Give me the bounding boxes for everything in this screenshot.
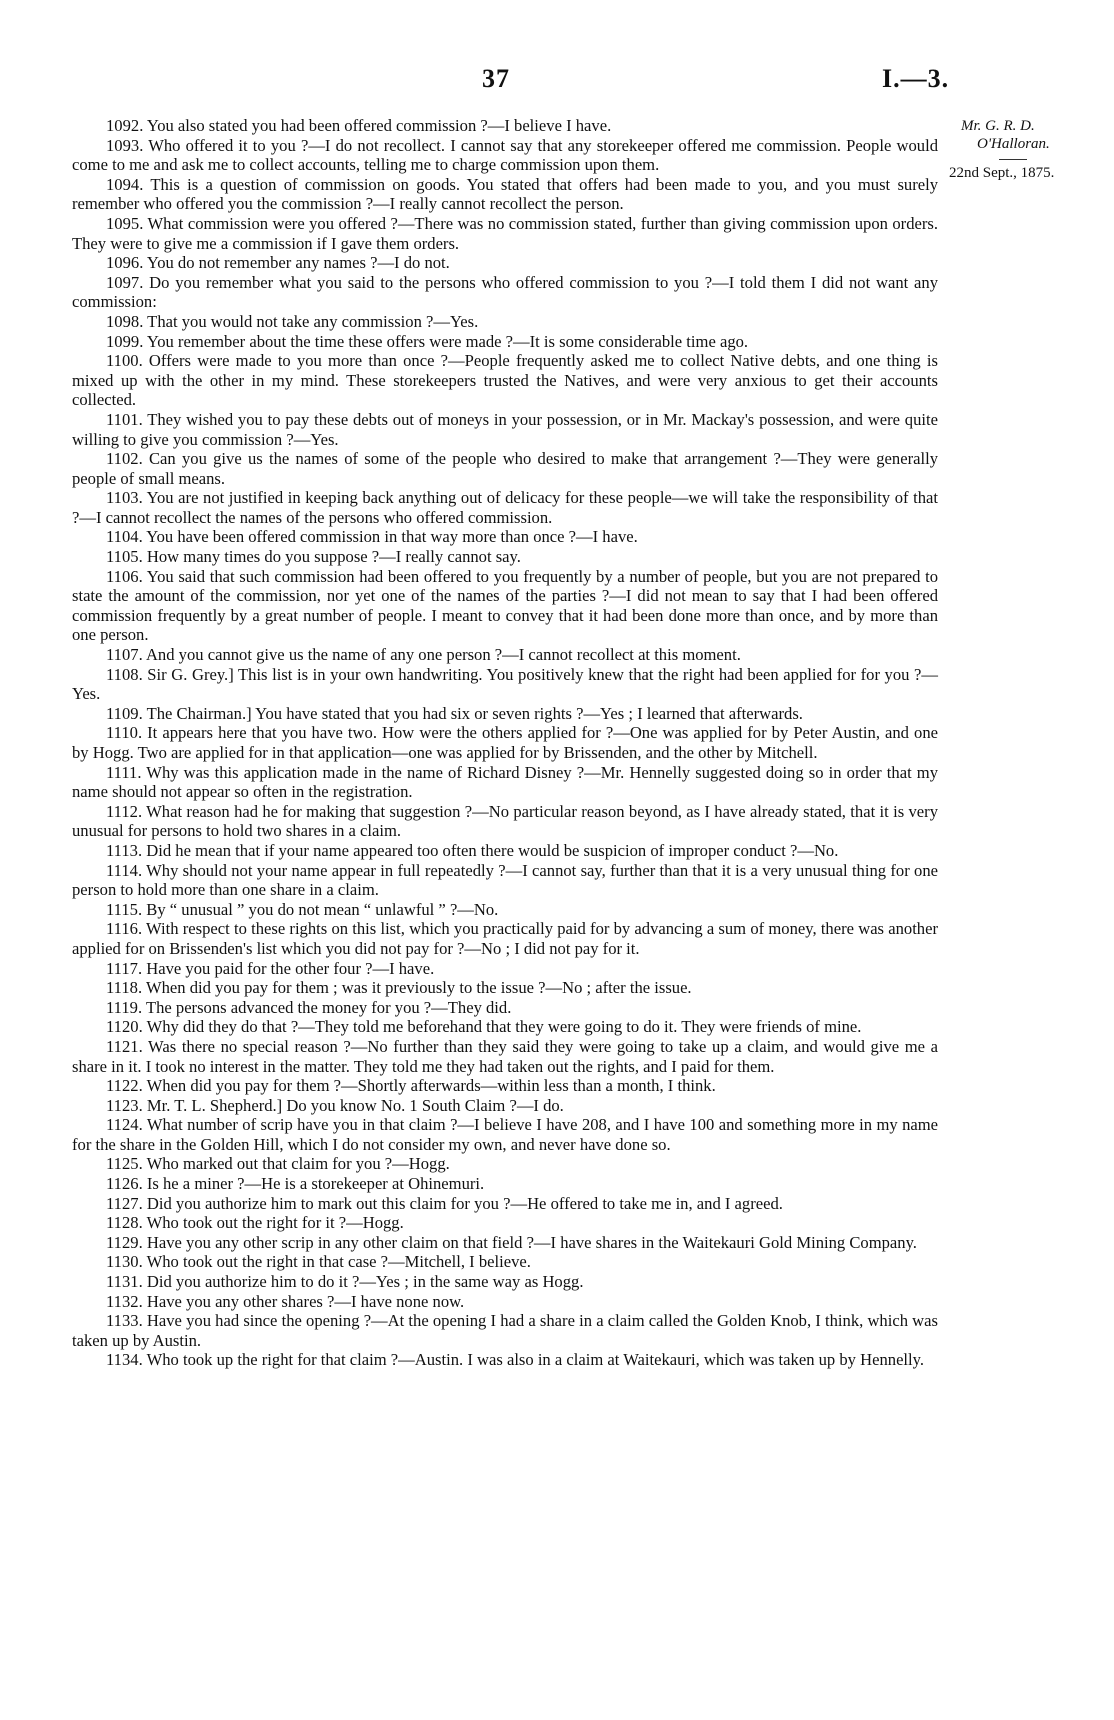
evidence-paragraph: 1128. Who took out the right for it ?—Hogg. [106,1213,404,1233]
evidence-paragraph: 1123. Mr. T. L. Shepherd.] Do you know No. 1 South Claim ?—I do. [106,1095,564,1115]
document-reference: I.—3. [882,64,950,93]
evidence-text [72,116,938,1370]
evidence-paragraph: 1113. Did he mean that if your name appeared too often there would be suspicion of improper conduct ?—No. [106,840,839,860]
evidence-paragraph: 1103. You are not justified in keeping back anything out of delicacy for these people—we will take the responsibility of that ?—I cannot recollect the names of the persons who offered commission. [72,488,938,527]
evidence-paragraph: 1100. Offers were made to you more than once ?—People frequently asked me to collect Native debts, and one thing is mixed up with the other in my mind. These storekeepers trusted the Natives, and were very anxious to get their accounts collected. [72,351,938,410]
evidence-paragraph: 1133. Have you had since the opening ?—At the opening I had a share in a claim called the Golden Knob, I think, which was taken up by Austin. [72,1311,938,1350]
evidence-paragraph: 1092. You also stated you had been offered commission ?—I believe I have. [106,116,612,135]
evidence-paragraph: 1124. What number of scrip have you in that claim ?—I believe I have 208, and I have 100 and something more in my name for the share in the Golden Hill, which I do not consider my own, and never have done so. [72,1115,938,1154]
evidence-paragraph: 1118. When did you pay for them ; was it previously to the issue ?—No ; after the issue. [106,978,692,998]
evidence-paragraph: 1102. Can you give us the names of some of the people who desired to make that arrangement ?—They were generally people of small means. [72,449,938,488]
page-number: 37 [482,64,510,93]
evidence-paragraph: 1101. They wished you to pay these debts out of moneys in your possession, or in Mr. Mackay's possession, and were quite willing to give you commission ?—Yes. [72,409,938,449]
evidence-paragraph: 1122. When did you pay for them ?—Shortly afterwards—within less than a month, I think. [106,1076,716,1096]
evidence-paragraph: 1109. The Chairman.] You have stated that you had six or seven rights ?—Yes ; I learned that afterwards. [106,703,803,723]
evidence-paragraph: 1104. You have been offered commission in that way more than once ?—I have. [106,527,638,547]
evidence-paragraph: 1115. By “ unusual ” you do not mean “ unlawful ” ?—No. [106,899,499,919]
evidence-paragraph: 1098. That you would not take any commission ?—Yes. [106,311,479,331]
evidence-paragraph: 1121. Was there no special reason ?—No further than they said they were going to take up a claim, and would give me a share in it. I took no interest in the matter. They told me they had taken out the rights, and I paid for them. [72,1036,938,1076]
evidence-paragraph: 1112. What reason had he for making that suggestion ?—No particular reason beyond, as I have already stated, that it is very unusual for persons to hold two shares in a claim. [72,801,938,841]
evidence-paragraph: 1096. You do not remember any names ?—I do not. [106,253,450,273]
evidence-paragraph: 1131. Did you authorize him to do it ?—Yes ; in the same way as Hogg. [106,1272,584,1292]
evidence-paragraph: 1099. You remember about the time these offers were made ?—It is some considerable time ago. [106,331,749,351]
evidence-paragraph: 1126. Is he a miner ?—He is a storekeeper at Ohinemuri. [106,1174,485,1194]
evidence-paragraph: 1119. The persons advanced the money for you ?—They did. [106,997,512,1017]
evidence-paragraph: 1093. Who offered it to you ?—I do not recollect. I cannot say that any storekeeper offered me commission. People would come to me and ask me to collect accounts, telling me to charge commission upon them. [72,135,938,175]
evidence-paragraph: 1130. Who took out the right in that case ?—Mitchell, I believe. [106,1252,531,1272]
evidence-paragraph: 1095. What commission were you offered ?—There was no commission stated, further than giving commission upon orders. They were to give me a commission if I gave them orders. [72,213,938,253]
evidence-paragraph: 1106. You said that such commission had been offered to you frequently by a number of people, but you are not prepared to state the amount of the commission, nor yet one of the names of the parties ?—I did not mean to say that I had been offered commission frequently by a great number of people. I meant to convey that it had been done more than once, and by more than one person. [72,566,938,645]
evidence-date: 22nd Sept., 1875. [949,165,1055,181]
evidence-paragraph: 1097. Do you remember what you said to the persons who offered commission to you ?—I told them I did not want any commission: [72,272,938,312]
evidence-paragraph: 1105. How many times do you suppose ?—I really cannot say. [106,547,521,567]
witness-surname: O'Halloran. [977,136,1050,152]
evidence-paragraph: 1132. Have you any other shares ?—I have none now. [106,1291,465,1311]
evidence-paragraph: 1114. Why should not your name appear in full repeatedly ?—I cannot say, further than that it is a very unusual thing for one person to hold more than one share in a claim. [72,860,938,900]
evidence-paragraph: 1134. Who took up the right for that claim ?—Austin. I was also in a claim at Waitekauri, which was taken up by Hennelly. [106,1350,925,1370]
evidence-paragraph: 1127. Did you authorize him to mark out this claim for you ?—He offered to take me in, and I agreed. [106,1193,783,1213]
evidence-paragraph: 1111. Why was this application made in the name of Richard Disney ?—Mr. Hennelly suggested doing so in order that my name should not appear so often in the registration. [72,762,938,802]
evidence-paragraph: 1094. This is a question of commission on goods. You stated that offers had been made to you, and you must surely remember who offered you the commission ?—I really cannot recollect the person. [72,174,938,214]
evidence-paragraph: 1116. With respect to these rights on this list, which you practically paid for by advancing a sum of money, there was another applied for on Brissenden's list which you did not pay for ?—No ; I did not pay for it. [72,919,938,958]
evidence-paragraph: 1117. Have you paid for the other four ?—I have. [106,958,435,978]
witness-name: Mr. G. R. D. [961,118,1035,134]
evidence-paragraph: 1125. Who marked out that claim for you ?—Hogg. [106,1154,450,1174]
evidence-paragraph: 1108. Sir G. Grey.] This list is in your own handwriting. You positively knew that the right had been applied for for you ?—Yes. [72,664,938,704]
evidence-paragraph: 1107. And you cannot give us the name of any one person ?—I cannot recollect at this moment. [106,645,741,665]
evidence-paragraph: 1129. Have you any other scrip in any other claim on that field ?—I have shares in the Waitekauri Gold Mining Company. [106,1232,917,1252]
margin-note [945,117,1110,182]
evidence-paragraph: 1110. It appears here that you have two. How were the others applied for ?—One was applied for by Peter Austin, and one by Hogg. Two are applied for in that application—one was applied for by Brissenden, and the other by Mitchell. [72,723,938,762]
evidence-paragraph: 1120. Why did they do that ?—They told me beforehand that they were going to do it. They were friends of mine. [106,1017,862,1037]
page-header [0,64,1114,104]
margin-divider [999,159,1027,160]
